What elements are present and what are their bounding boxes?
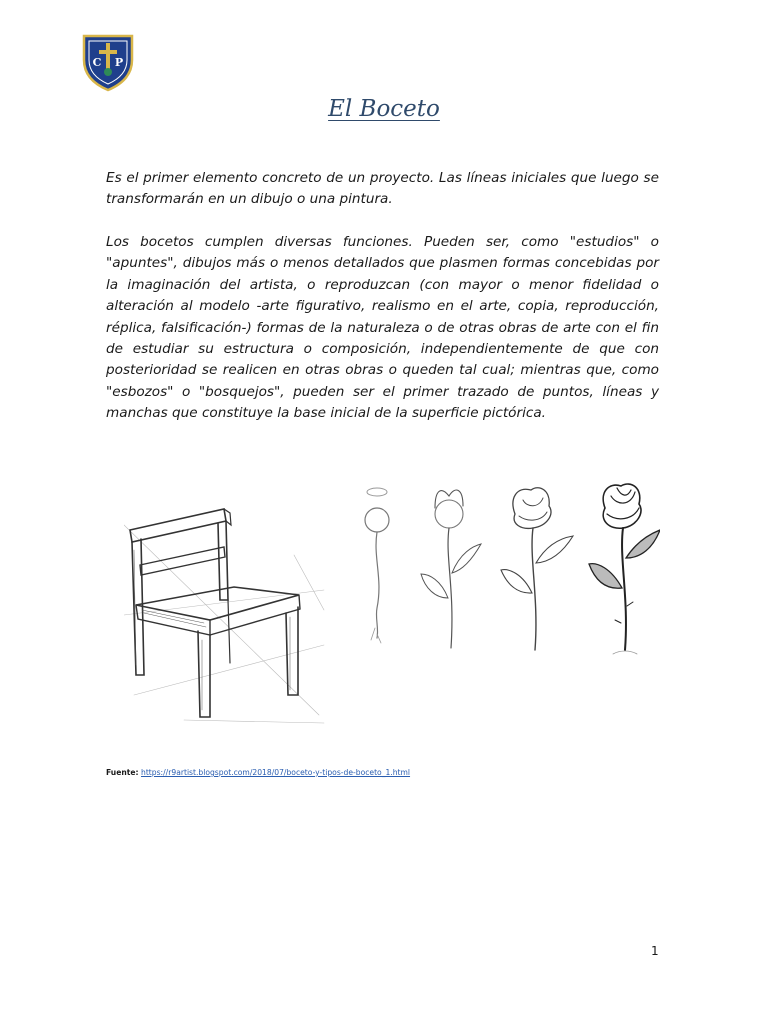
crest-letter-p: P — [114, 56, 124, 69]
page-number: 1 — [651, 944, 659, 958]
school-crest-logo — [80, 30, 136, 92]
rose-sketch-stages-image — [355, 478, 660, 663]
source-label: Fuente: — [106, 768, 139, 777]
page-title: El Boceto — [328, 96, 440, 122]
source-link[interactable]: https://r9artist.blogspot.com/2018/07/boceto-y-tipos-de-boceto_1.html — [141, 768, 411, 777]
source-citation — [106, 768, 410, 777]
chair-sketch-image — [124, 495, 329, 725]
crest-letter-c: C — [92, 56, 102, 69]
intro-paragraph: Es el primer elemento concreto de un proyecto. Las líneas iniciales que luego se transformarán en un dibujo o una pintura. — [106, 170, 659, 208]
functions-paragraph: Los bocetos cumplen diversas funciones. Pueden ser, como "estudios" o "apuntes", dibujos más o menos detallados que plasmen formas concebidas por la imaginación del artista, o reproduzcan (con mayor o menor fidelidad o alteración al modelo -arte figurativo, realismo en el arte, copia, reproducción, réplica, falsificación-) formas de la naturaleza o de otras obras de arte con el fin de estudiar su estructura o composición, independientemente de que con posterioridad se realicen en otras obras o queden tal cual; mientras que, como "esbozos" o "bosquejos", pueden ser el primer trazado de puntos, líneas y manchas que constituye la base inicial de la superficie pictórica. — [106, 234, 659, 422]
